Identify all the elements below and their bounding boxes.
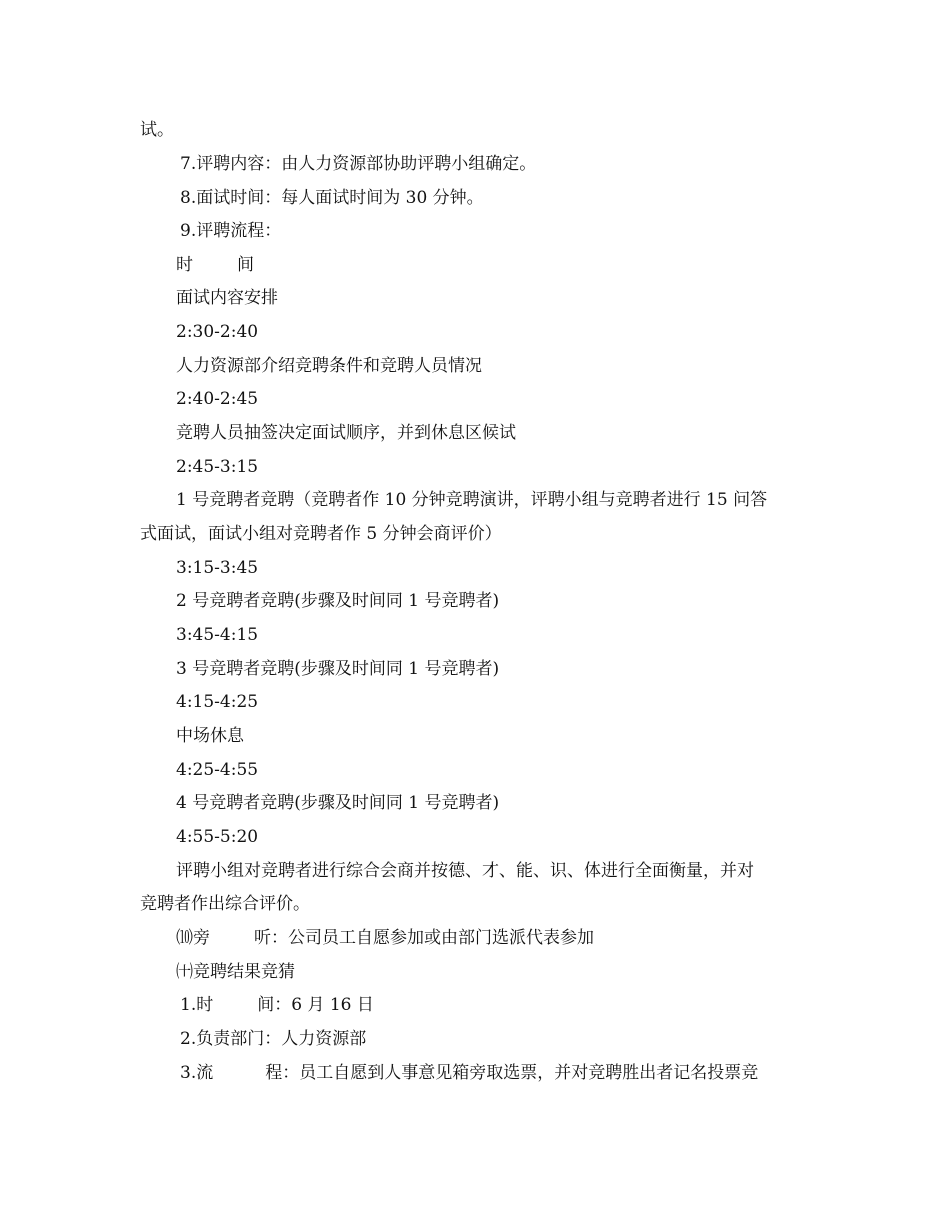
time-slot: 3:45-4:15 (176, 625, 259, 645)
observer-line (176, 926, 594, 950)
section-heading: ㈩竞聘结果竞猜 (176, 962, 295, 982)
text-line-evaluation-content: 7.评聘内容：由人力资源部协助评聘小组确定。 (180, 154, 537, 174)
text-line-schedule-header: 面试内容安排 (176, 288, 278, 308)
text-line-evaluation-process: 9.评聘流程： (180, 221, 282, 241)
time-header-right: 间 (237, 255, 254, 275)
schedule-item: 2 号竞聘者竞聘(步骤及时间同 1 号竞聘者) (176, 591, 500, 611)
schedule-item: 评聘小组对竞聘者进行综合会商并按德、才、能、识、体进行全面衡量，并对 (176, 861, 754, 881)
schedule-item-continuation: 竞聘者作出综合评价。 (140, 894, 310, 914)
time-header (176, 253, 254, 277)
time-slot: 2:40-2:45 (176, 389, 259, 409)
schedule-item-continuation: 式面试，面试小组对竞聘者作 5 分钟会商评价） (140, 524, 502, 544)
time-header-left: 时 (176, 255, 193, 275)
result-time-prefix: 1.时 (180, 995, 214, 1015)
result-flow-text: 程：员工自愿到人事意见箱旁取选票，并对竞聘胜出者记名投票竞 (265, 1063, 759, 1083)
text-line-responsible-dept: 2.负责部门：人力资源部 (180, 1029, 367, 1049)
schedule-item: 中场休息 (176, 726, 244, 746)
time-slot: 4:15-4:25 (176, 692, 259, 712)
schedule-item: 3 号竞聘者竞聘(步骤及时间同 1 号竞聘者) (176, 659, 500, 679)
time-slot: 4:25-4:55 (176, 760, 259, 780)
time-slot: 3:15-3:45 (176, 558, 259, 578)
time-slot: 4:55-5:20 (176, 827, 259, 847)
result-time-text: 间：6 月 16 日 (257, 995, 374, 1015)
schedule-item: 人力资源部介绍竞聘条件和竞聘人员情况 (176, 356, 482, 376)
observer-text: 听：公司员工自愿参加或由部门选派代表参加 (254, 928, 594, 948)
schedule-item: 1 号竞聘者竞聘（竞聘者作 10 分钟竞聘演讲，评聘小组与竞聘者进行 15 问答 (176, 490, 768, 510)
result-flow-prefix: 3.流 (180, 1063, 214, 1083)
result-time-line (180, 993, 374, 1017)
result-flow-line (180, 1061, 758, 1085)
text-line-interview-time: 8.面试时间：每人面试时间为 30 分钟。 (180, 188, 484, 208)
schedule-item: 竞聘人员抽签决定面试顺序，并到休息区候试 (176, 423, 516, 443)
observer-prefix: ⑽旁 (176, 928, 210, 948)
text-line-continuation: 试。 (140, 120, 174, 140)
time-slot: 2:45-3:15 (176, 457, 259, 477)
time-slot: 2:30-2:40 (176, 322, 259, 342)
schedule-item: 4 号竞聘者竞聘(步骤及时间同 1 号竞聘者) (176, 793, 500, 813)
